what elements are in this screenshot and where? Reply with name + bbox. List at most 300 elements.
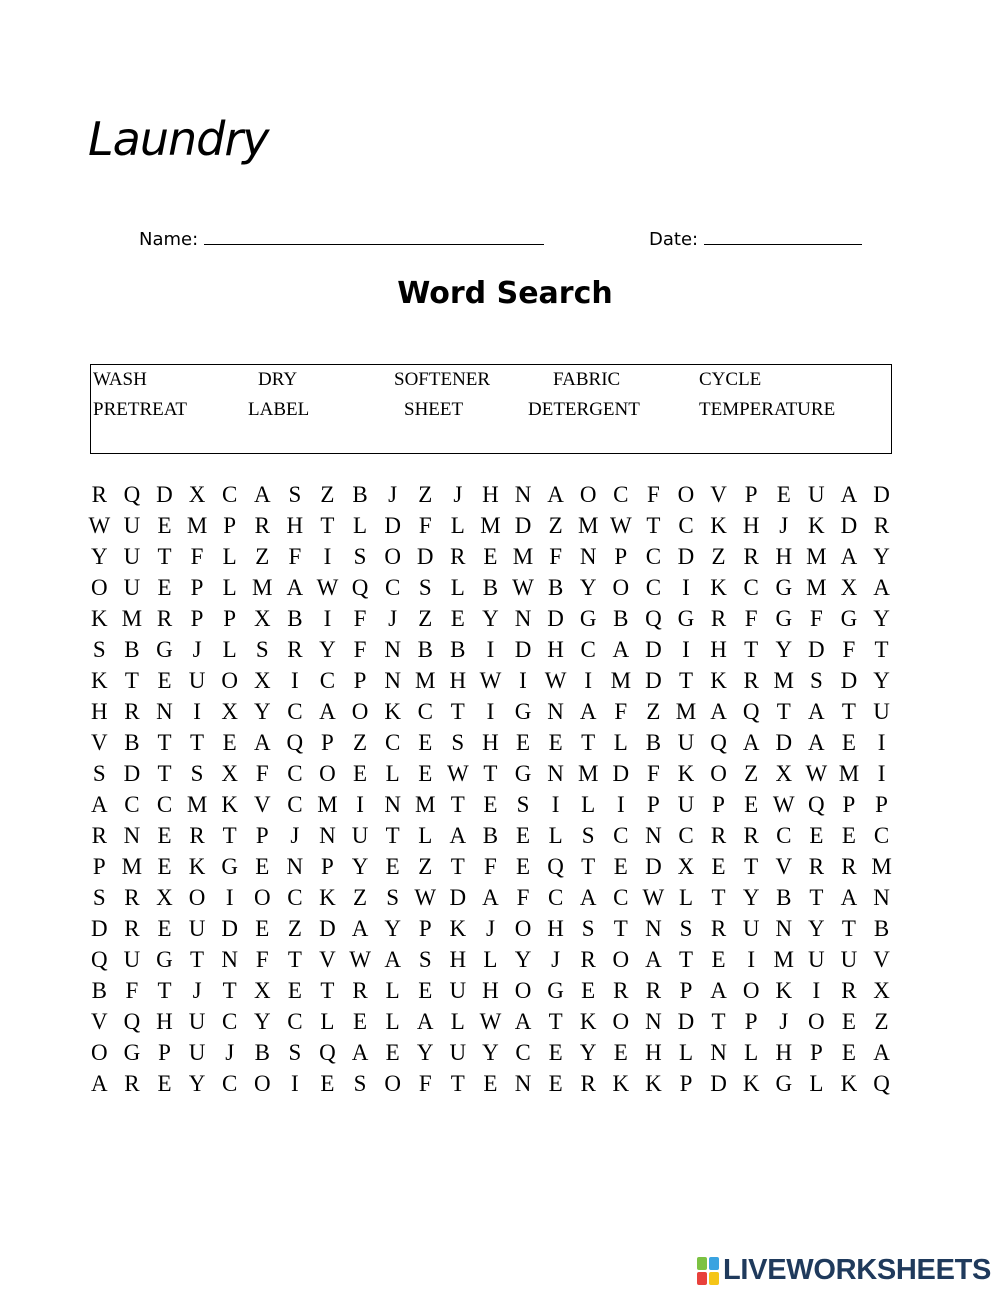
grid-letter[interactable]: E: [157, 575, 172, 600]
grid-letter[interactable]: R: [613, 978, 629, 1003]
grid-letter[interactable]: R: [743, 544, 759, 569]
grid-letter[interactable]: T: [646, 513, 661, 538]
grid-letter[interactable]: K: [384, 699, 401, 724]
grid-letter[interactable]: D: [873, 482, 890, 507]
grid-letter[interactable]: F: [646, 761, 660, 786]
grid-letter[interactable]: A: [514, 1009, 532, 1034]
grid-letter[interactable]: U: [873, 699, 890, 724]
grid-letter[interactable]: R: [124, 885, 140, 910]
grid-letter[interactable]: T: [157, 544, 172, 569]
grid-letter[interactable]: H: [645, 1040, 662, 1065]
grid-letter[interactable]: B: [124, 637, 140, 662]
grid-letter[interactable]: T: [157, 730, 172, 755]
grid-letter[interactable]: N: [286, 854, 304, 879]
grid-letter[interactable]: S: [92, 761, 106, 786]
grid-letter[interactable]: C: [384, 730, 401, 755]
grid-letter[interactable]: O: [742, 978, 760, 1003]
grid-letter[interactable]: G: [775, 606, 793, 631]
grid-letter[interactable]: E: [613, 854, 628, 879]
grid-letter[interactable]: M: [186, 792, 208, 817]
grid-letter[interactable]: L: [222, 575, 237, 600]
grid-letter[interactable]: Y: [579, 1040, 597, 1065]
grid-letter[interactable]: C: [613, 885, 629, 910]
grid-letter[interactable]: W: [414, 885, 437, 910]
grid-letter[interactable]: A: [808, 699, 825, 724]
grid-letter[interactable]: U: [123, 947, 141, 972]
grid-letter[interactable]: N: [514, 606, 532, 631]
grid-letter[interactable]: F: [255, 761, 269, 786]
grid-letter[interactable]: P: [353, 668, 367, 693]
grid-letter[interactable]: M: [675, 699, 697, 724]
grid-letter[interactable]: P: [190, 575, 204, 600]
grid-letter[interactable]: O: [612, 1009, 630, 1034]
grid-letter[interactable]: U: [742, 916, 760, 941]
grid-letter[interactable]: T: [287, 947, 302, 972]
grid-letter[interactable]: J: [192, 978, 202, 1003]
grid-letter[interactable]: E: [711, 854, 726, 879]
grid-letter[interactable]: E: [418, 978, 433, 1003]
grid-letter[interactable]: K: [677, 761, 695, 786]
grid-letter[interactable]: A: [319, 699, 336, 724]
grid-letter[interactable]: B: [547, 575, 564, 600]
grid-letter[interactable]: L: [418, 823, 433, 848]
grid-letter[interactable]: Q: [710, 730, 727, 755]
grid-letter[interactable]: S: [190, 761, 204, 786]
grid-letter[interactable]: Q: [873, 1071, 890, 1096]
grid-letter[interactable]: N: [384, 637, 401, 662]
grid-letter[interactable]: D: [514, 513, 532, 538]
grid-letter[interactable]: P: [875, 792, 888, 817]
grid-letter[interactable]: M: [415, 668, 436, 693]
grid-letter[interactable]: A: [416, 1009, 434, 1034]
grid-letter[interactable]: B: [254, 1040, 270, 1065]
grid-letter[interactable]: B: [91, 978, 107, 1003]
grid-letter[interactable]: S: [92, 637, 106, 662]
grid-letter[interactable]: U: [677, 730, 695, 755]
grid-letter[interactable]: L: [744, 1040, 759, 1065]
grid-letter[interactable]: C: [743, 575, 759, 600]
grid-letter[interactable]: E: [255, 916, 270, 941]
grid-letter[interactable]: R: [352, 978, 368, 1003]
grid-letter[interactable]: E: [157, 916, 172, 941]
grid-letter[interactable]: T: [809, 885, 824, 910]
grid-letter[interactable]: B: [776, 885, 792, 910]
grid-letter[interactable]: J: [225, 1040, 235, 1065]
grid-letter[interactable]: W: [349, 947, 371, 972]
grid-letter[interactable]: P: [321, 730, 334, 755]
grid-letter[interactable]: N: [645, 916, 662, 941]
grid-letter[interactable]: F: [646, 482, 660, 507]
grid-letter[interactable]: M: [512, 544, 534, 569]
grid-letter[interactable]: O: [90, 575, 108, 600]
grid-letter[interactable]: Y: [188, 1071, 206, 1096]
grid-letter[interactable]: R: [841, 978, 857, 1003]
grid-letter[interactable]: C: [222, 1071, 238, 1096]
grid-letter[interactable]: Q: [808, 792, 825, 817]
grid-letter[interactable]: O: [514, 978, 532, 1003]
grid-letter[interactable]: J: [388, 482, 398, 507]
grid-letter[interactable]: L: [678, 1040, 694, 1065]
grid-letter[interactable]: E: [157, 823, 172, 848]
grid-letter[interactable]: M: [610, 668, 632, 693]
grid-letter[interactable]: L: [809, 1071, 824, 1096]
grid-letter[interactable]: J: [551, 947, 561, 972]
grid-letter[interactable]: Y: [873, 606, 890, 631]
grid-letter[interactable]: R: [450, 544, 466, 569]
grid-letter[interactable]: D: [808, 637, 825, 662]
grid-letter[interactable]: W: [642, 885, 665, 910]
grid-letter[interactable]: K: [808, 513, 825, 538]
grid-letter[interactable]: Y: [253, 1009, 271, 1034]
grid-letter[interactable]: P: [744, 482, 758, 507]
grid-letter[interactable]: E: [613, 1040, 628, 1065]
grid-letter[interactable]: P: [809, 1040, 823, 1065]
grid-letter[interactable]: I: [551, 792, 560, 817]
grid-letter[interactable]: H: [156, 1009, 173, 1034]
grid-letter[interactable]: Y: [514, 947, 532, 972]
grid-letter[interactable]: I: [193, 699, 201, 724]
grid-letter[interactable]: Q: [90, 947, 108, 972]
grid-letter[interactable]: F: [614, 699, 628, 724]
grid-letter[interactable]: E: [776, 482, 791, 507]
grid-letter[interactable]: A: [253, 482, 271, 507]
grid-letter[interactable]: B: [124, 730, 140, 755]
grid-letter[interactable]: A: [579, 885, 597, 910]
grid-letter[interactable]: X: [775, 761, 793, 786]
grid-letter[interactable]: S: [451, 730, 465, 755]
grid-letter[interactable]: D: [645, 637, 662, 662]
grid-letter[interactable]: K: [710, 513, 727, 538]
grid-letter[interactable]: Y: [579, 575, 597, 600]
grid-letter[interactable]: S: [581, 823, 595, 848]
grid-letter[interactable]: Z: [711, 544, 726, 569]
grid-letter[interactable]: L: [385, 1009, 400, 1034]
grid-letter[interactable]: G: [775, 1071, 793, 1096]
grid-letter[interactable]: P: [223, 606, 237, 631]
grid-letter[interactable]: I: [616, 792, 625, 817]
grid-letter[interactable]: E: [320, 1071, 335, 1096]
grid-letter[interactable]: L: [385, 761, 400, 786]
grid-letter[interactable]: G: [123, 1040, 141, 1065]
grid-letter[interactable]: L: [320, 1009, 335, 1034]
grid-letter[interactable]: T: [124, 668, 139, 693]
grid-letter[interactable]: E: [255, 854, 270, 879]
grid-letter[interactable]: C: [287, 885, 303, 910]
grid-letter[interactable]: F: [842, 637, 856, 662]
grid-letter[interactable]: O: [384, 544, 401, 569]
grid-letter[interactable]: J: [388, 606, 398, 631]
grid-letter[interactable]: P: [679, 1071, 693, 1096]
grid-letter[interactable]: T: [450, 699, 465, 724]
grid-letter[interactable]: C: [645, 544, 662, 569]
grid-letter[interactable]: D: [710, 1071, 727, 1096]
grid-letter[interactable]: D: [645, 668, 662, 693]
grid-letter[interactable]: C: [222, 482, 238, 507]
grid-letter[interactable]: A: [90, 1071, 108, 1096]
grid-letter[interactable]: D: [514, 637, 532, 662]
grid-letter[interactable]: L: [581, 792, 596, 817]
grid-letter[interactable]: X: [188, 482, 206, 507]
grid-letter[interactable]: E: [157, 668, 172, 693]
grid-letter[interactable]: E: [515, 854, 531, 879]
grid-letter[interactable]: O: [188, 885, 206, 910]
grid-letter[interactable]: R: [124, 916, 140, 941]
grid-letter[interactable]: T: [483, 761, 498, 786]
grid-letter[interactable]: D: [123, 761, 141, 786]
grid-letter[interactable]: O: [221, 668, 238, 693]
grid-letter[interactable]: Z: [418, 482, 433, 507]
date-input-line[interactable]: [704, 228, 862, 245]
grid-letter[interactable]: I: [225, 885, 234, 910]
grid-letter[interactable]: O: [710, 761, 727, 786]
grid-letter[interactable]: Q: [286, 730, 304, 755]
grid-letter[interactable]: H: [482, 482, 499, 507]
grid-letter[interactable]: M: [121, 854, 143, 879]
grid-letter[interactable]: F: [516, 885, 530, 910]
grid-letter[interactable]: N: [514, 482, 532, 507]
grid-letter[interactable]: W: [316, 575, 339, 600]
grid-letter[interactable]: U: [188, 1040, 206, 1065]
grid-letter[interactable]: K: [710, 575, 727, 600]
grid-letter[interactable]: A: [710, 978, 727, 1003]
grid-letter[interactable]: C: [776, 823, 792, 848]
grid-letter[interactable]: B: [450, 637, 466, 662]
grid-letter[interactable]: E: [157, 854, 172, 879]
grid-letter[interactable]: H: [547, 637, 564, 662]
grid-letter[interactable]: M: [480, 513, 501, 538]
grid-letter[interactable]: S: [516, 792, 530, 817]
grid-letter[interactable]: J: [192, 637, 202, 662]
grid-letter[interactable]: D: [840, 513, 858, 538]
grid-letter[interactable]: N: [156, 699, 173, 724]
grid-letter[interactable]: T: [320, 513, 335, 538]
grid-letter[interactable]: V: [710, 482, 727, 507]
grid-letter[interactable]: C: [384, 575, 401, 600]
grid-letter[interactable]: A: [351, 1040, 369, 1065]
grid-letter[interactable]: E: [287, 978, 302, 1003]
grid-letter[interactable]: N: [123, 823, 141, 848]
grid-letter[interactable]: C: [547, 885, 564, 910]
grid-letter[interactable]: P: [712, 792, 725, 817]
grid-letter[interactable]: R: [710, 916, 727, 941]
grid-letter[interactable]: P: [842, 792, 856, 817]
grid-letter[interactable]: X: [677, 854, 695, 879]
grid-letter[interactable]: R: [873, 513, 890, 538]
grid-letter[interactable]: L: [613, 730, 628, 755]
grid-letter[interactable]: E: [450, 606, 465, 631]
grid-letter[interactable]: S: [353, 1071, 367, 1096]
grid-letter[interactable]: L: [222, 637, 237, 662]
grid-letter[interactable]: U: [840, 947, 858, 972]
grid-letter[interactable]: N: [645, 1009, 662, 1034]
grid-letter[interactable]: D: [677, 1009, 695, 1034]
grid-letter[interactable]: N: [514, 1071, 532, 1096]
grid-letter[interactable]: D: [319, 916, 336, 941]
grid-letter[interactable]: R: [710, 606, 727, 631]
grid-letter[interactable]: H: [775, 544, 793, 569]
grid-letter[interactable]: Z: [646, 699, 661, 724]
grid-letter[interactable]: G: [221, 854, 238, 879]
grid-letter[interactable]: O: [384, 1071, 401, 1096]
grid-letter[interactable]: K: [840, 1071, 858, 1096]
grid-letter[interactable]: E: [483, 792, 498, 817]
grid-letter[interactable]: T: [548, 1009, 563, 1034]
grid-letter[interactable]: A: [384, 947, 401, 972]
grid-letter[interactable]: T: [222, 978, 237, 1003]
grid-letter[interactable]: D: [384, 513, 401, 538]
grid-letter[interactable]: T: [450, 1071, 465, 1096]
grid-letter[interactable]: U: [123, 544, 141, 569]
grid-letter[interactable]: J: [290, 823, 300, 848]
name-input-line[interactable]: [204, 228, 544, 245]
grid-letter[interactable]: H: [547, 916, 564, 941]
grid-letter[interactable]: O: [253, 1071, 271, 1096]
grid-letter[interactable]: C: [124, 792, 140, 817]
grid-letter[interactable]: P: [92, 854, 106, 879]
grid-letter[interactable]: O: [677, 482, 695, 507]
grid-letter[interactable]: O: [579, 482, 597, 507]
grid-letter[interactable]: W: [88, 513, 111, 538]
grid-letter[interactable]: N: [547, 699, 564, 724]
grid-letter[interactable]: J: [779, 1009, 789, 1034]
grid-letter[interactable]: K: [221, 792, 238, 817]
grid-letter[interactable]: M: [121, 606, 143, 631]
grid-letter[interactable]: T: [678, 947, 694, 972]
grid-letter[interactable]: T: [744, 637, 759, 662]
grid-letter[interactable]: X: [840, 575, 858, 600]
grid-letter[interactable]: Q: [351, 575, 369, 600]
grid-letter[interactable]: D: [840, 668, 858, 693]
grid-letter[interactable]: Y: [482, 1040, 499, 1065]
grid-letter[interactable]: I: [519, 668, 527, 693]
grid-letter[interactable]: Z: [353, 730, 368, 755]
grid-letter[interactable]: E: [222, 730, 237, 755]
grid-letter[interactable]: Y: [482, 606, 499, 631]
grid-letter[interactable]: Z: [418, 606, 433, 631]
grid-letter[interactable]: G: [677, 606, 695, 631]
grid-letter[interactable]: N: [547, 761, 564, 786]
grid-letter[interactable]: H: [449, 668, 467, 693]
grid-letter[interactable]: W: [479, 1009, 502, 1034]
grid-letter[interactable]: C: [580, 637, 596, 662]
grid-letter[interactable]: U: [188, 916, 206, 941]
grid-letter[interactable]: Z: [874, 1009, 889, 1034]
grid-letter[interactable]: X: [253, 978, 271, 1003]
grid-letter[interactable]: R: [743, 668, 759, 693]
grid-letter[interactable]: A: [840, 544, 858, 569]
grid-letter[interactable]: Y: [416, 1040, 434, 1065]
grid-letter[interactable]: K: [188, 854, 206, 879]
grid-letter[interactable]: K: [645, 1071, 662, 1096]
grid-letter[interactable]: G: [514, 699, 532, 724]
grid-letter[interactable]: G: [514, 761, 532, 786]
grid-letter[interactable]: U: [188, 668, 206, 693]
grid-letter[interactable]: K: [90, 668, 108, 693]
grid-letter[interactable]: Z: [255, 544, 270, 569]
grid-letter[interactable]: I: [682, 575, 690, 600]
grid-letter[interactable]: H: [482, 978, 499, 1003]
grid-letter[interactable]: X: [873, 978, 890, 1003]
grid-letter[interactable]: A: [808, 730, 825, 755]
grid-letter[interactable]: I: [877, 761, 886, 786]
grid-letter[interactable]: M: [577, 761, 599, 786]
grid-letter[interactable]: P: [223, 513, 237, 538]
grid-letter[interactable]: V: [90, 730, 108, 755]
grid-letter[interactable]: E: [385, 1040, 400, 1065]
grid-letter[interactable]: W: [544, 668, 567, 693]
grid-letter[interactable]: Y: [742, 885, 760, 910]
grid-letter[interactable]: Y: [253, 699, 271, 724]
grid-letter[interactable]: G: [547, 978, 564, 1003]
grid-letter[interactable]: O: [612, 575, 630, 600]
grid-letter[interactable]: F: [418, 1071, 432, 1096]
grid-letter[interactable]: R: [287, 637, 303, 662]
grid-letter[interactable]: U: [188, 1009, 206, 1034]
grid-letter[interactable]: U: [808, 947, 825, 972]
grid-letter[interactable]: I: [291, 668, 299, 693]
grid-letter[interactable]: E: [353, 761, 368, 786]
grid-letter[interactable]: X: [156, 885, 173, 910]
grid-letter[interactable]: H: [90, 699, 108, 724]
grid-letter[interactable]: V: [319, 947, 336, 972]
grid-letter[interactable]: M: [577, 513, 599, 538]
grid-letter[interactable]: I: [682, 637, 690, 662]
grid-letter[interactable]: R: [841, 854, 857, 879]
grid-letter[interactable]: D: [90, 916, 108, 941]
grid-letter[interactable]: E: [841, 1040, 856, 1065]
grid-letter[interactable]: Y: [351, 854, 369, 879]
grid-letter[interactable]: E: [157, 513, 172, 538]
grid-letter[interactable]: R: [91, 482, 107, 507]
grid-letter[interactable]: Z: [548, 513, 563, 538]
grid-letter[interactable]: N: [710, 1040, 727, 1065]
grid-letter[interactable]: M: [773, 947, 794, 972]
grid-letter[interactable]: I: [747, 947, 755, 972]
grid-letter[interactable]: E: [548, 1071, 563, 1096]
grid-letter[interactable]: E: [353, 1009, 368, 1034]
grid-letter[interactable]: R: [580, 947, 596, 972]
grid-letter[interactable]: P: [646, 792, 660, 817]
grid-letter[interactable]: W: [446, 761, 469, 786]
grid-letter[interactable]: Y: [319, 637, 336, 662]
grid-letter[interactable]: I: [291, 1071, 299, 1096]
grid-letter[interactable]: E: [385, 854, 400, 879]
grid-letter[interactable]: W: [479, 668, 502, 693]
grid-letter[interactable]: M: [252, 575, 273, 600]
grid-letter[interactable]: G: [775, 575, 793, 600]
grid-letter[interactable]: M: [317, 792, 338, 817]
grid-letter[interactable]: N: [384, 668, 401, 693]
grid-letter[interactable]: Y: [808, 916, 825, 941]
grid-letter[interactable]: F: [353, 606, 367, 631]
grid-letter[interactable]: U: [677, 792, 695, 817]
grid-letter[interactable]: T: [874, 637, 889, 662]
grid-letter[interactable]: S: [581, 916, 595, 941]
grid-letter[interactable]: S: [288, 1040, 302, 1065]
grid-letter[interactable]: Q: [742, 699, 760, 724]
grid-letter[interactable]: S: [809, 668, 823, 693]
grid-letter[interactable]: Y: [775, 637, 793, 662]
grid-letter[interactable]: V: [873, 947, 890, 972]
grid-letter[interactable]: M: [773, 668, 794, 693]
grid-letter[interactable]: V: [775, 854, 793, 879]
grid-letter[interactable]: U: [808, 482, 825, 507]
grid-letter[interactable]: R: [156, 606, 173, 631]
grid-letter[interactable]: H: [482, 730, 499, 755]
grid-letter[interactable]: J: [453, 482, 463, 507]
grid-letter[interactable]: E: [548, 1040, 563, 1065]
grid-letter[interactable]: K: [710, 668, 727, 693]
